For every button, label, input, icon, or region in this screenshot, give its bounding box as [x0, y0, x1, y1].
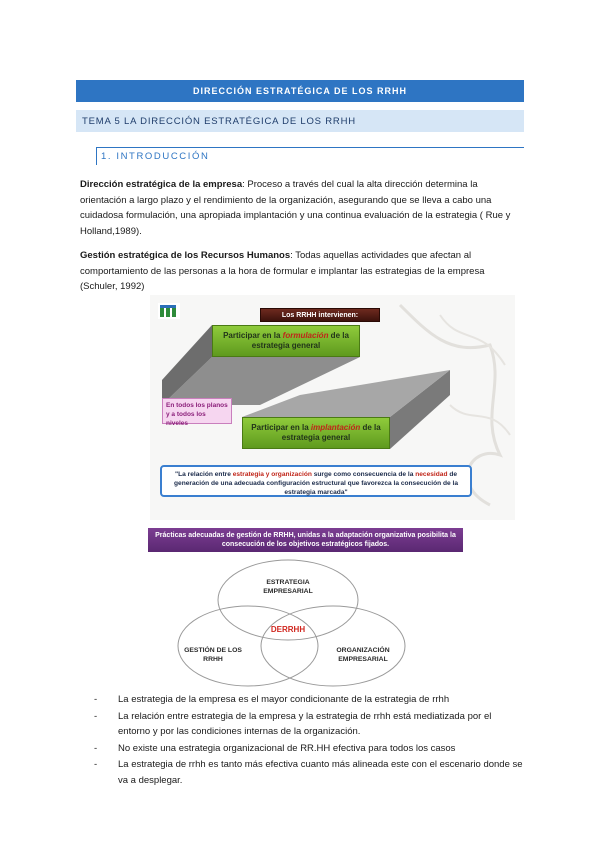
list-item-text: La estrategia de rrhh es tanto más efectiva cuanto más alineada este con el escenario donde se va a desplegar. — [118, 759, 523, 786]
venn-label-center: DERRHH — [270, 625, 306, 634]
definition-gestion: : Todas aquellas actividades que afectan al comportamiento de las personas a la hora de formular e implantar las estrategias de la empresa (Schuler, 1992) — [80, 250, 485, 292]
bullet-marker: - — [94, 742, 98, 754]
definition-direccion: : Proceso a través del cual la alta dirección determina la orientación a largo plazo y el rendimiento de la organización, asegurando que se lleva a cabo una cuidadosa formulación, una apropiada implantación y una continua evaluación de la estrategia ( Rue y Holland,1989). — [80, 179, 511, 237]
box-formulacion — [212, 325, 360, 357]
list-item — [94, 741, 524, 757]
list-item — [94, 709, 524, 740]
term-gestion: Gestión estratégica de los Recursos Humanos — [80, 250, 291, 261]
figure1-top-label: Los RRHH intervienen: — [260, 308, 380, 322]
list-item-text: La relación entre estrategia de la empresa y la estrategia de rrhh está mediatizada por el entorno y por las condiciones internas de la organización. — [118, 710, 492, 737]
term-direccion: Dirección estratégica de la empresa — [80, 179, 243, 190]
box-implantacion — [242, 417, 390, 449]
section-heading: 1. INTRODUCCIÓN — [96, 147, 524, 165]
box2-emphasis: implantación — [310, 423, 361, 432]
quote-part-b: estrategia y organización — [232, 471, 312, 478]
conclusions-list — [94, 692, 524, 789]
topic-title: TEMA 5 LA DIRECCIÓN ESTRATÉGICA DE LOS RRHH — [76, 110, 524, 132]
venn-diagram — [148, 528, 463, 688]
list-item — [94, 757, 524, 788]
figure-venn-derrhh — [148, 528, 463, 688]
paragraph-definition-direccion — [80, 177, 520, 239]
box2-pre: Participar en la — [251, 423, 311, 432]
venn-label-organizacion: ORGANIZACIÓN EMPRESARIAL — [336, 647, 390, 663]
list-item-text: No existe una estrategia organizacional de RR.HH efectiva para todos los casos — [118, 742, 456, 754]
bullet-marker: - — [94, 759, 98, 770]
quote-part-d: necesidad — [415, 471, 448, 478]
quote-part-c: surge como consecuencia de la — [311, 471, 416, 478]
quote-part-a: "La relación entre — [174, 471, 233, 478]
box1-emphasis: formulación — [282, 331, 329, 340]
list-item-text: La estrategia de la empresa es el mayor condicionante de la estrategia de rrhh — [118, 694, 450, 705]
figure-rrhh-intervienen — [150, 295, 515, 520]
bullet-marker: - — [94, 694, 98, 705]
list-item — [94, 692, 524, 708]
box1-post: de la estrategia general — [251, 331, 349, 350]
side-note: En todos los planos y a todos los niveles — [162, 398, 232, 424]
document-banner: DIRECCIÓN ESTRATÉGICA DE LOS RRHH — [76, 80, 524, 102]
venn-label-gestion: GESTIÓN DE LOS RRHH — [184, 647, 242, 663]
bullet-marker: - — [94, 710, 98, 722]
figure2-header: Prácticas adecuadas de gestión de RRHH, unidas a la adaptación organizativa posibilita la consecución de los objetivos estratégicos fijados. — [148, 528, 463, 552]
institution-logo-icon — [158, 303, 180, 319]
box1-pre: Participar en la — [223, 331, 283, 340]
figure1-quote — [160, 465, 472, 497]
box2-post: de la estrategia general — [281, 423, 381, 442]
venn-label-estrategia: ESTRATEGIA EMPRESARIAL — [263, 579, 313, 595]
quote-part-e: de generación de una adecuada configuración estructural que favorezca la consecución de la estrategia marcada" — [174, 471, 458, 496]
paragraph-definition-gestion — [80, 248, 520, 295]
